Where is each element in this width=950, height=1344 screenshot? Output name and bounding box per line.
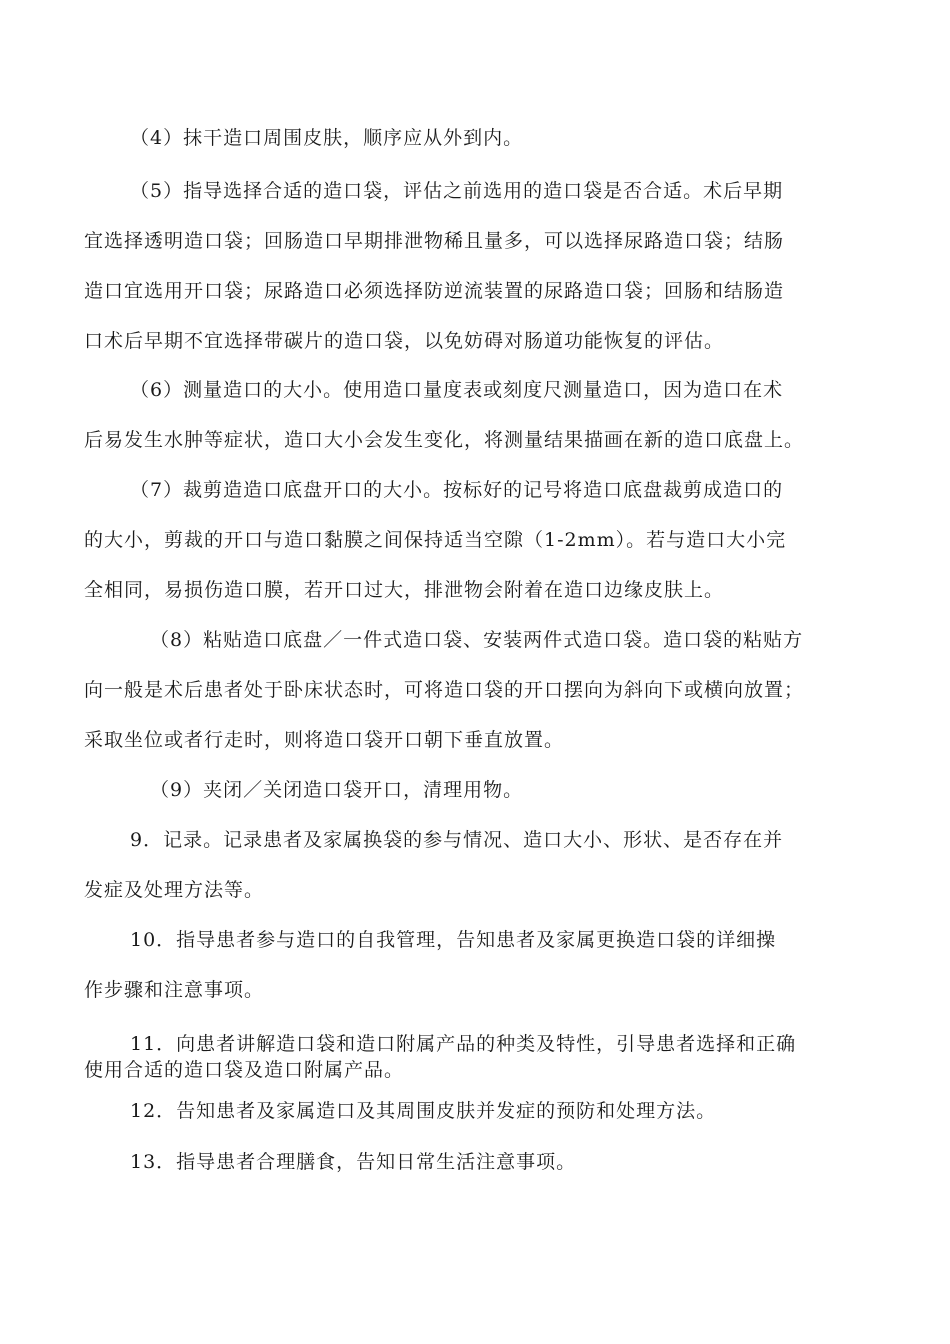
text-line-step-7-cont-1: 的大小，剪裁的开口与造口黏膜之间保持适当空隙（1-2mm）。若与造口大小完 (84, 529, 787, 551)
text-line-item-10: 10．指导患者参与造口的自我管理，告知患者及家属更换造口袋的详细操 (130, 929, 777, 951)
text-line-item-9-cont-1: 发症及处理方法等。 (84, 879, 265, 901)
text-line-step-5: （5）指导选择合适的造口袋，评估之前选用的造口袋是否合适。术后早期 (130, 180, 784, 202)
text-line-step-6: （6）测量造口的大小。使用造口量度表或刻度尺测量造口，因为造口在术 (130, 379, 784, 401)
text-line-step-7: （7）裁剪造造口底盘开口的大小。按标好的记号将造口底盘裁剪成造口的 (130, 479, 784, 501)
text-line-step-9: （9）夹闭／关闭造口袋开口，清理用物。 (150, 779, 524, 801)
text-line-item-11-cont-1: 使用合适的造口袋及造口附属产品。 (84, 1059, 405, 1081)
text-line-item-12: 12．告知患者及家属造口及其周围皮肤并发症的预防和处理方法。 (130, 1100, 717, 1122)
text-line-step-5-cont-1: 宜选择透明造口袋；回肠造口早期排泄物稀且量多，可以选择尿路造口袋；结肠 (84, 230, 785, 252)
text-line-step-5-cont-2: 造口宜选用开口袋；尿路造口必须选择防逆流装置的尿路造口袋；回肠和结肠造 (84, 280, 785, 302)
text-line-item-10-cont-1: 作步骤和注意事项。 (84, 979, 265, 1001)
text-line-step-5-cont-3: 口术后早期不宜选择带碳片的造口袋，以免妨碍对肠道功能恢复的评估。 (84, 330, 725, 352)
text-line-step-6-cont-1: 后易发生水肿等症状，造口大小会发生变化，将测量结果描画在新的造口底盘上。 (84, 429, 805, 451)
text-line-item-11: 11．向患者讲解造口袋和造口附属产品的种类及特性，引导患者选择和正确 (130, 1033, 797, 1055)
text-line-step-8: （8）粘贴造口底盘／一件式造口袋、安装两件式造口袋。造口袋的粘贴方 (150, 629, 804, 651)
text-line-step-7-cont-2: 全相同，易损伤造口膜，若开口过大，排泄物会附着在造口边缘皮肤上。 (84, 579, 725, 601)
text-line-item-9: 9．记录。记录患者及家属换袋的参与情况、造口大小、形状、是否存在并 (130, 829, 784, 851)
text-line-item-13: 13．指导患者合理膳食，告知日常生活注意事项。 (130, 1151, 577, 1173)
text-line-step-8-cont-1: 向一般是术后患者处于卧床状态时，可将造口袋的开口摆向为斜向下或横向放置； (84, 679, 805, 701)
text-line-step-8-cont-2: 采取坐位或者行走时，则将造口袋开口朝下垂直放置。 (84, 729, 565, 751)
text-line-step-4: （4）抹干造口周围皮肤，顺序应从外到内。 (130, 127, 524, 149)
